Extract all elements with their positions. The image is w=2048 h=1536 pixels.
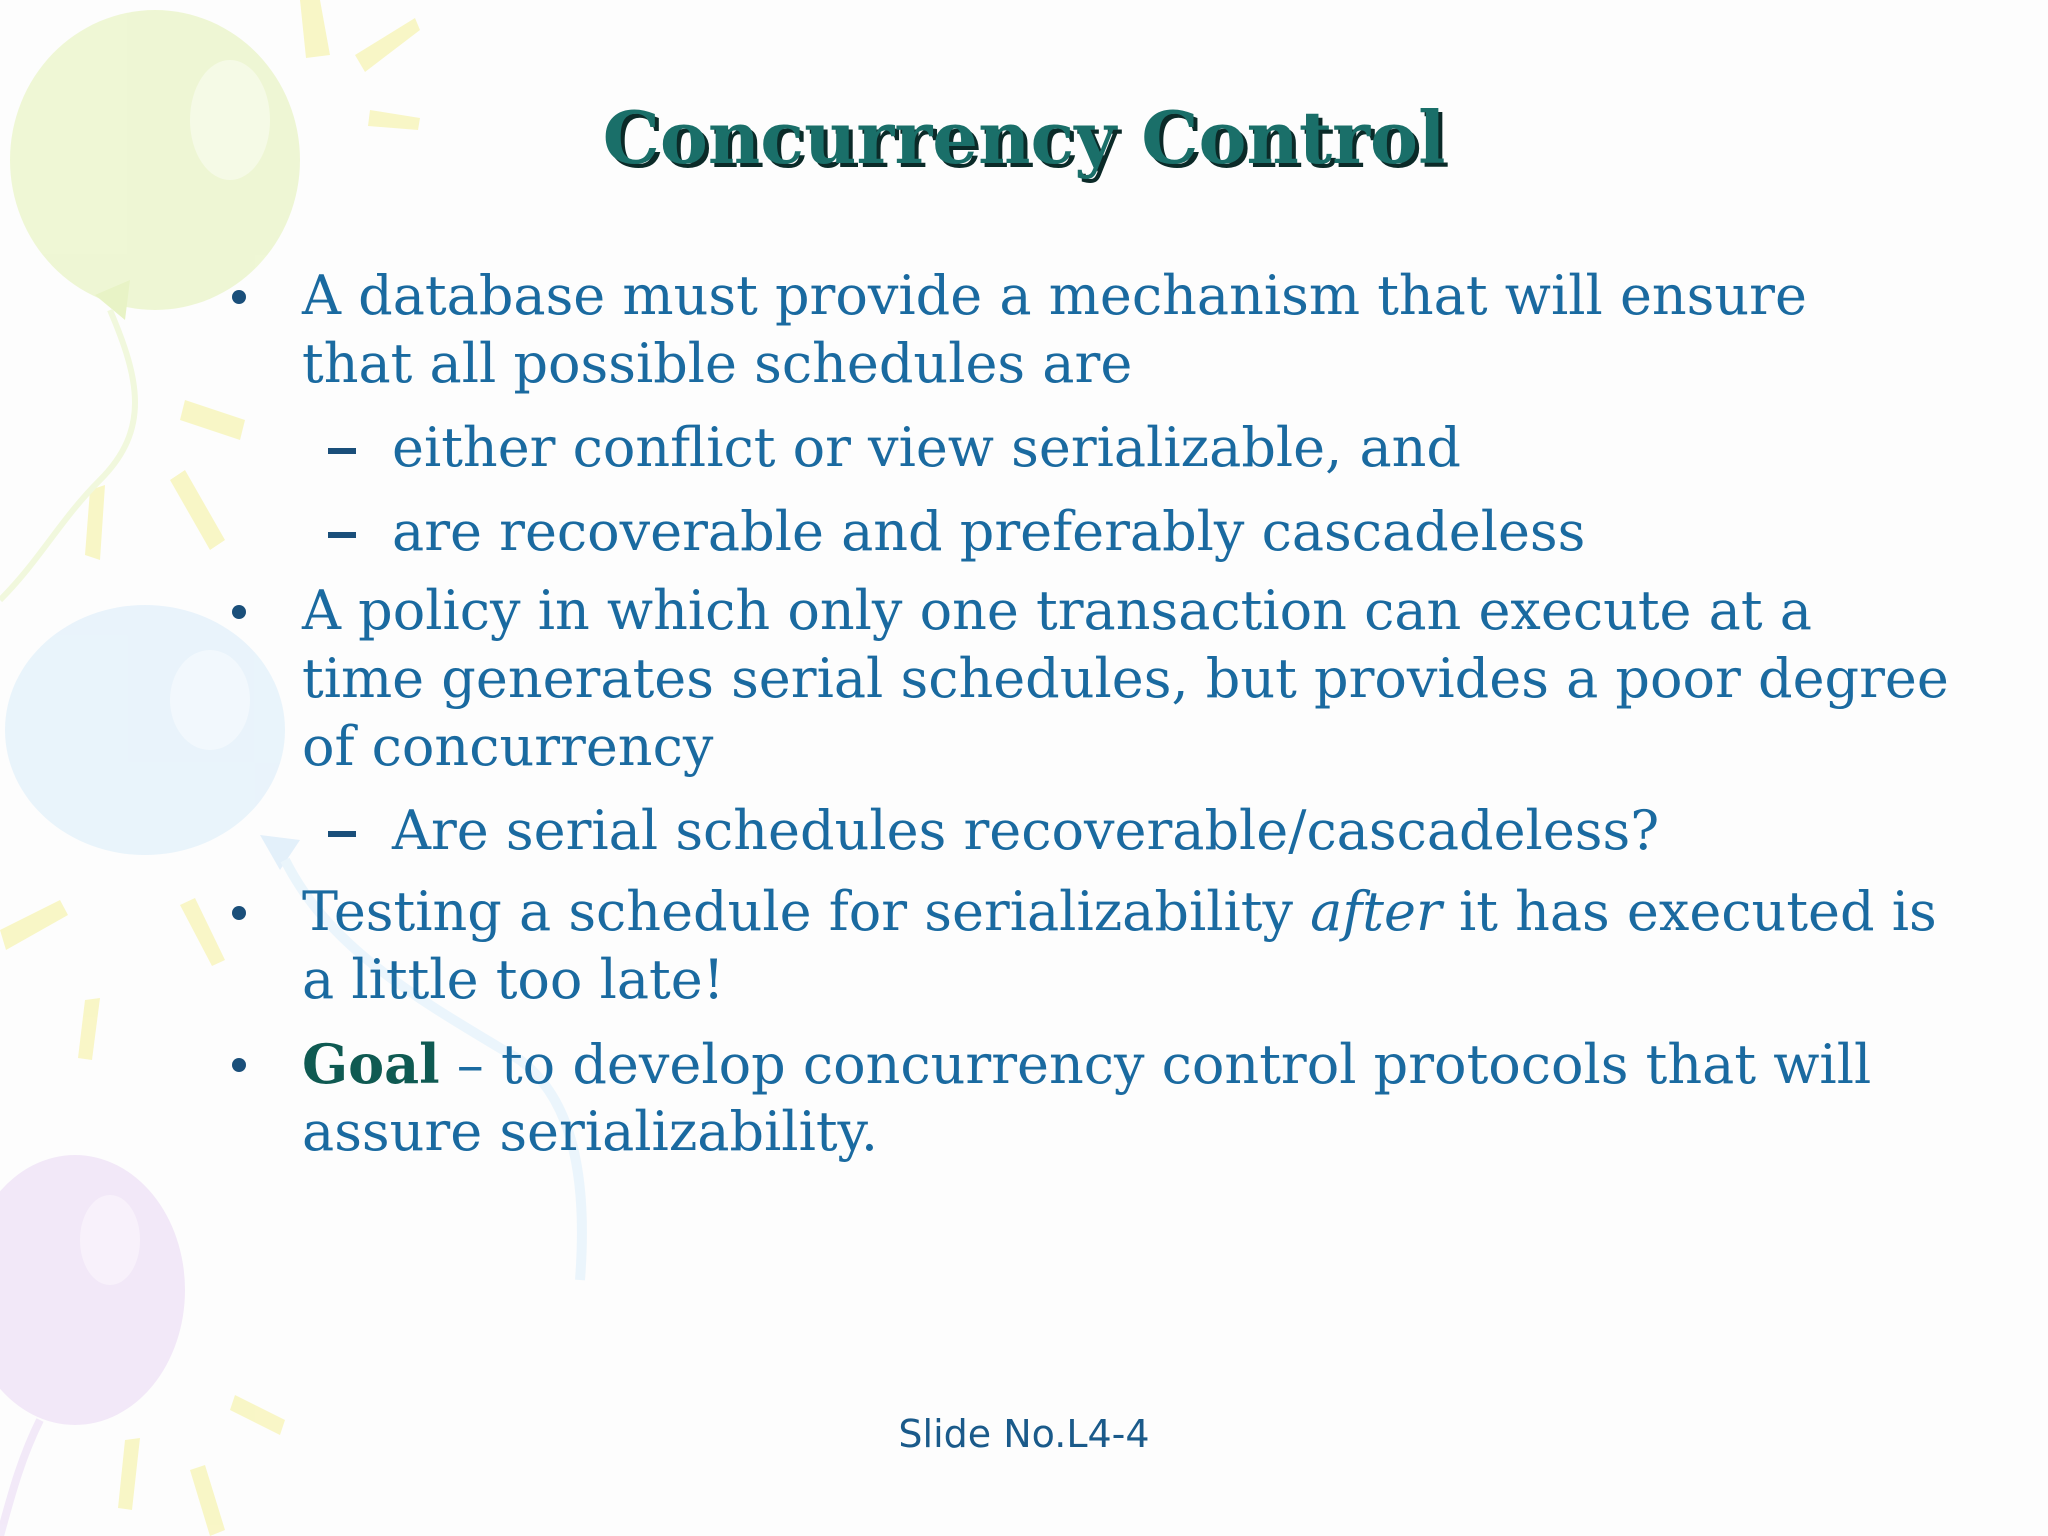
bullet-1-sub-2: are recoverable and preferably cascadeless bbox=[392, 500, 1586, 563]
slide-number: Slide No.L4-4 bbox=[898, 1412, 1150, 1456]
bullet-1-line-2: that all possible schedules are bbox=[302, 332, 1133, 395]
sub-bullet-marker bbox=[328, 532, 356, 538]
goal-label: Goal bbox=[302, 1032, 440, 1096]
bullet-2-sub-1: Are serial schedules recoverable/cascadeless? bbox=[392, 799, 1660, 862]
sub-bullet-marker bbox=[328, 831, 356, 837]
bullet-2-line-1: A policy in which only one transaction can execute at a bbox=[302, 579, 1812, 642]
sub-bullet-marker bbox=[328, 448, 356, 454]
slide-title: Concurrency Control bbox=[602, 95, 1446, 180]
bullet-marker bbox=[232, 605, 246, 619]
bullet-3-line-2: a little too late! bbox=[302, 948, 725, 1011]
bullet-3-text-after: it has executed is bbox=[1441, 880, 1937, 943]
bullet-1-line-1: A database must provide a mechanism that will ensure bbox=[302, 264, 1807, 327]
bullet-3-text-before: Testing a schedule for serializability bbox=[302, 880, 1311, 943]
bullet-3-line-1 bbox=[302, 878, 1937, 946]
bullet-marker bbox=[232, 290, 246, 304]
bullet-2-line-3: of concurrency bbox=[302, 715, 714, 778]
bullet-4-line-2: assure serializability. bbox=[302, 1100, 879, 1163]
bullet-1-sub-1: either conflict or view serializable, and bbox=[392, 416, 1461, 479]
bullet-4-text: – to develop concurrency control protocols that will bbox=[439, 1033, 1872, 1096]
bullet-marker bbox=[232, 1058, 246, 1072]
bullet-4-line-1 bbox=[302, 1030, 1871, 1099]
bullet-2-line-2: time generates serial schedules, but provides a poor degree bbox=[302, 647, 1949, 710]
bullet-3-italic-word: after bbox=[1310, 880, 1442, 943]
bullet-marker bbox=[232, 906, 246, 920]
